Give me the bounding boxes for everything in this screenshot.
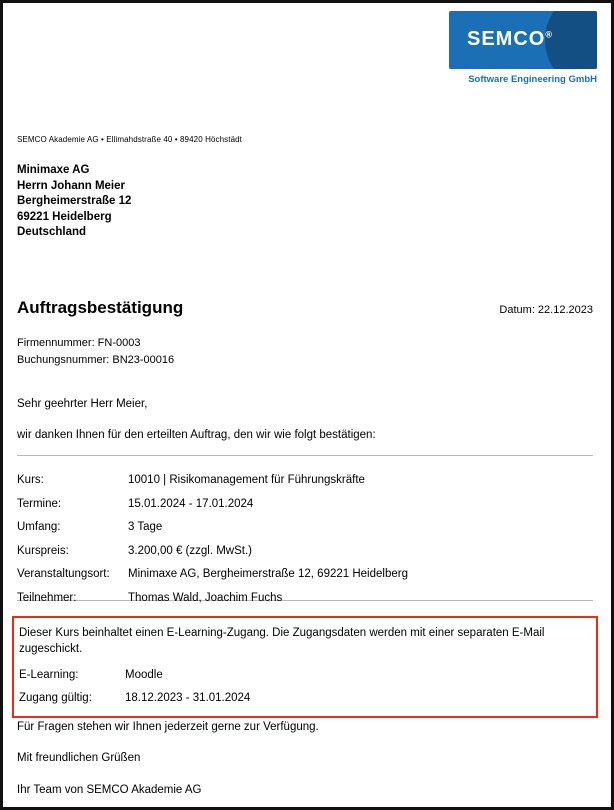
table-row bbox=[17, 516, 593, 540]
table-row bbox=[17, 587, 593, 611]
detail-value: Moodle bbox=[125, 669, 163, 681]
table-row bbox=[17, 540, 593, 564]
detail-label: Zugang gültig: bbox=[19, 692, 92, 704]
detail-value: 3.200,00 € (zzgl. MwSt.) bbox=[128, 544, 252, 557]
detail-value: 10010 | Risikomanagement für Führungskräfte bbox=[128, 474, 365, 486]
detail-label: E-Learning: bbox=[19, 669, 79, 681]
detail-value: 18.12.2023 - 31.01.2024 bbox=[125, 692, 251, 704]
detail-value: 3 Tage bbox=[128, 521, 163, 533]
logo-subtitle: Software Engineering GmbH bbox=[468, 74, 597, 85]
company-number: Firmennummer: FN-0003 bbox=[17, 337, 141, 349]
elearning-highlight-box bbox=[12, 616, 598, 718]
closing-line-signature: Ihr Team von SEMCO Akademie AG bbox=[17, 784, 202, 796]
detail-label: Veranstaltungsort: bbox=[17, 568, 110, 580]
registered-mark-icon: ® bbox=[545, 29, 553, 40]
company-logo bbox=[449, 11, 597, 85]
document-inner bbox=[3, 3, 611, 807]
logo-brand-label: SEMCO bbox=[467, 28, 546, 50]
address-line: Bergheimerstraße 12 bbox=[17, 195, 132, 207]
table-row bbox=[17, 563, 593, 587]
divider-top bbox=[17, 455, 593, 456]
detail-value: 15.01.2024 - 17.01.2024 bbox=[128, 497, 254, 510]
title-row bbox=[17, 298, 593, 318]
table-row bbox=[17, 493, 593, 517]
logo-badge bbox=[449, 11, 597, 69]
reference-numbers bbox=[17, 335, 174, 369]
logo-brand-text bbox=[467, 28, 553, 51]
table-row bbox=[19, 687, 591, 710]
detail-label: Kurs: bbox=[17, 474, 44, 486]
address-line: Minimaxe AG bbox=[17, 164, 90, 176]
document-date: Datum: 22.12.2023 bbox=[499, 304, 593, 316]
page-title: Auftragsbestätigung bbox=[17, 298, 184, 317]
detail-label: Kurspreis: bbox=[17, 544, 69, 557]
address-line: Herrn Johann Meier bbox=[17, 179, 125, 192]
booking-number: Buchungsnummer: BN23-00016 bbox=[17, 354, 175, 366]
sender-address-line: SEMCO Akademie AG • Ellimahdstraße 40 • 89420 Höchstädt bbox=[17, 135, 242, 144]
recipient-address-block bbox=[17, 163, 131, 241]
detail-value: Thomas Wald, Joachim Fuchs bbox=[128, 591, 283, 604]
table-row bbox=[19, 664, 591, 687]
address-line: Deutschland bbox=[17, 226, 87, 238]
intro-text: wir danken Ihnen für den erteilten Auftrag, den wir wie folgt bestätigen: bbox=[17, 429, 376, 441]
detail-label: Teilnehmer: bbox=[17, 591, 77, 604]
salutation-text: Sehr geehrter Herr Meier, bbox=[17, 398, 148, 410]
detail-value: Minimaxe AG, Bergheimerstraße 12, 69221 Heidelberg bbox=[128, 568, 408, 580]
detail-label: Termine: bbox=[17, 497, 62, 510]
closing-line-questions: Für Fragen stehen wir Ihnen jederzeit gerne zur Verfügung. bbox=[17, 721, 319, 733]
elearning-note: Dieser Kurs beinhaltet einen E-Learning-Zugang. Die Zugangsdaten werden mit einer separaten E-Mail zugeschickt. bbox=[19, 627, 545, 655]
closing-line-regards: Mit freundlichen Grüßen bbox=[17, 752, 141, 764]
detail-label: Umfang: bbox=[17, 521, 61, 533]
address-line: 69221 Heidelberg bbox=[17, 210, 112, 223]
course-details-table bbox=[17, 469, 593, 610]
table-row bbox=[17, 469, 593, 493]
